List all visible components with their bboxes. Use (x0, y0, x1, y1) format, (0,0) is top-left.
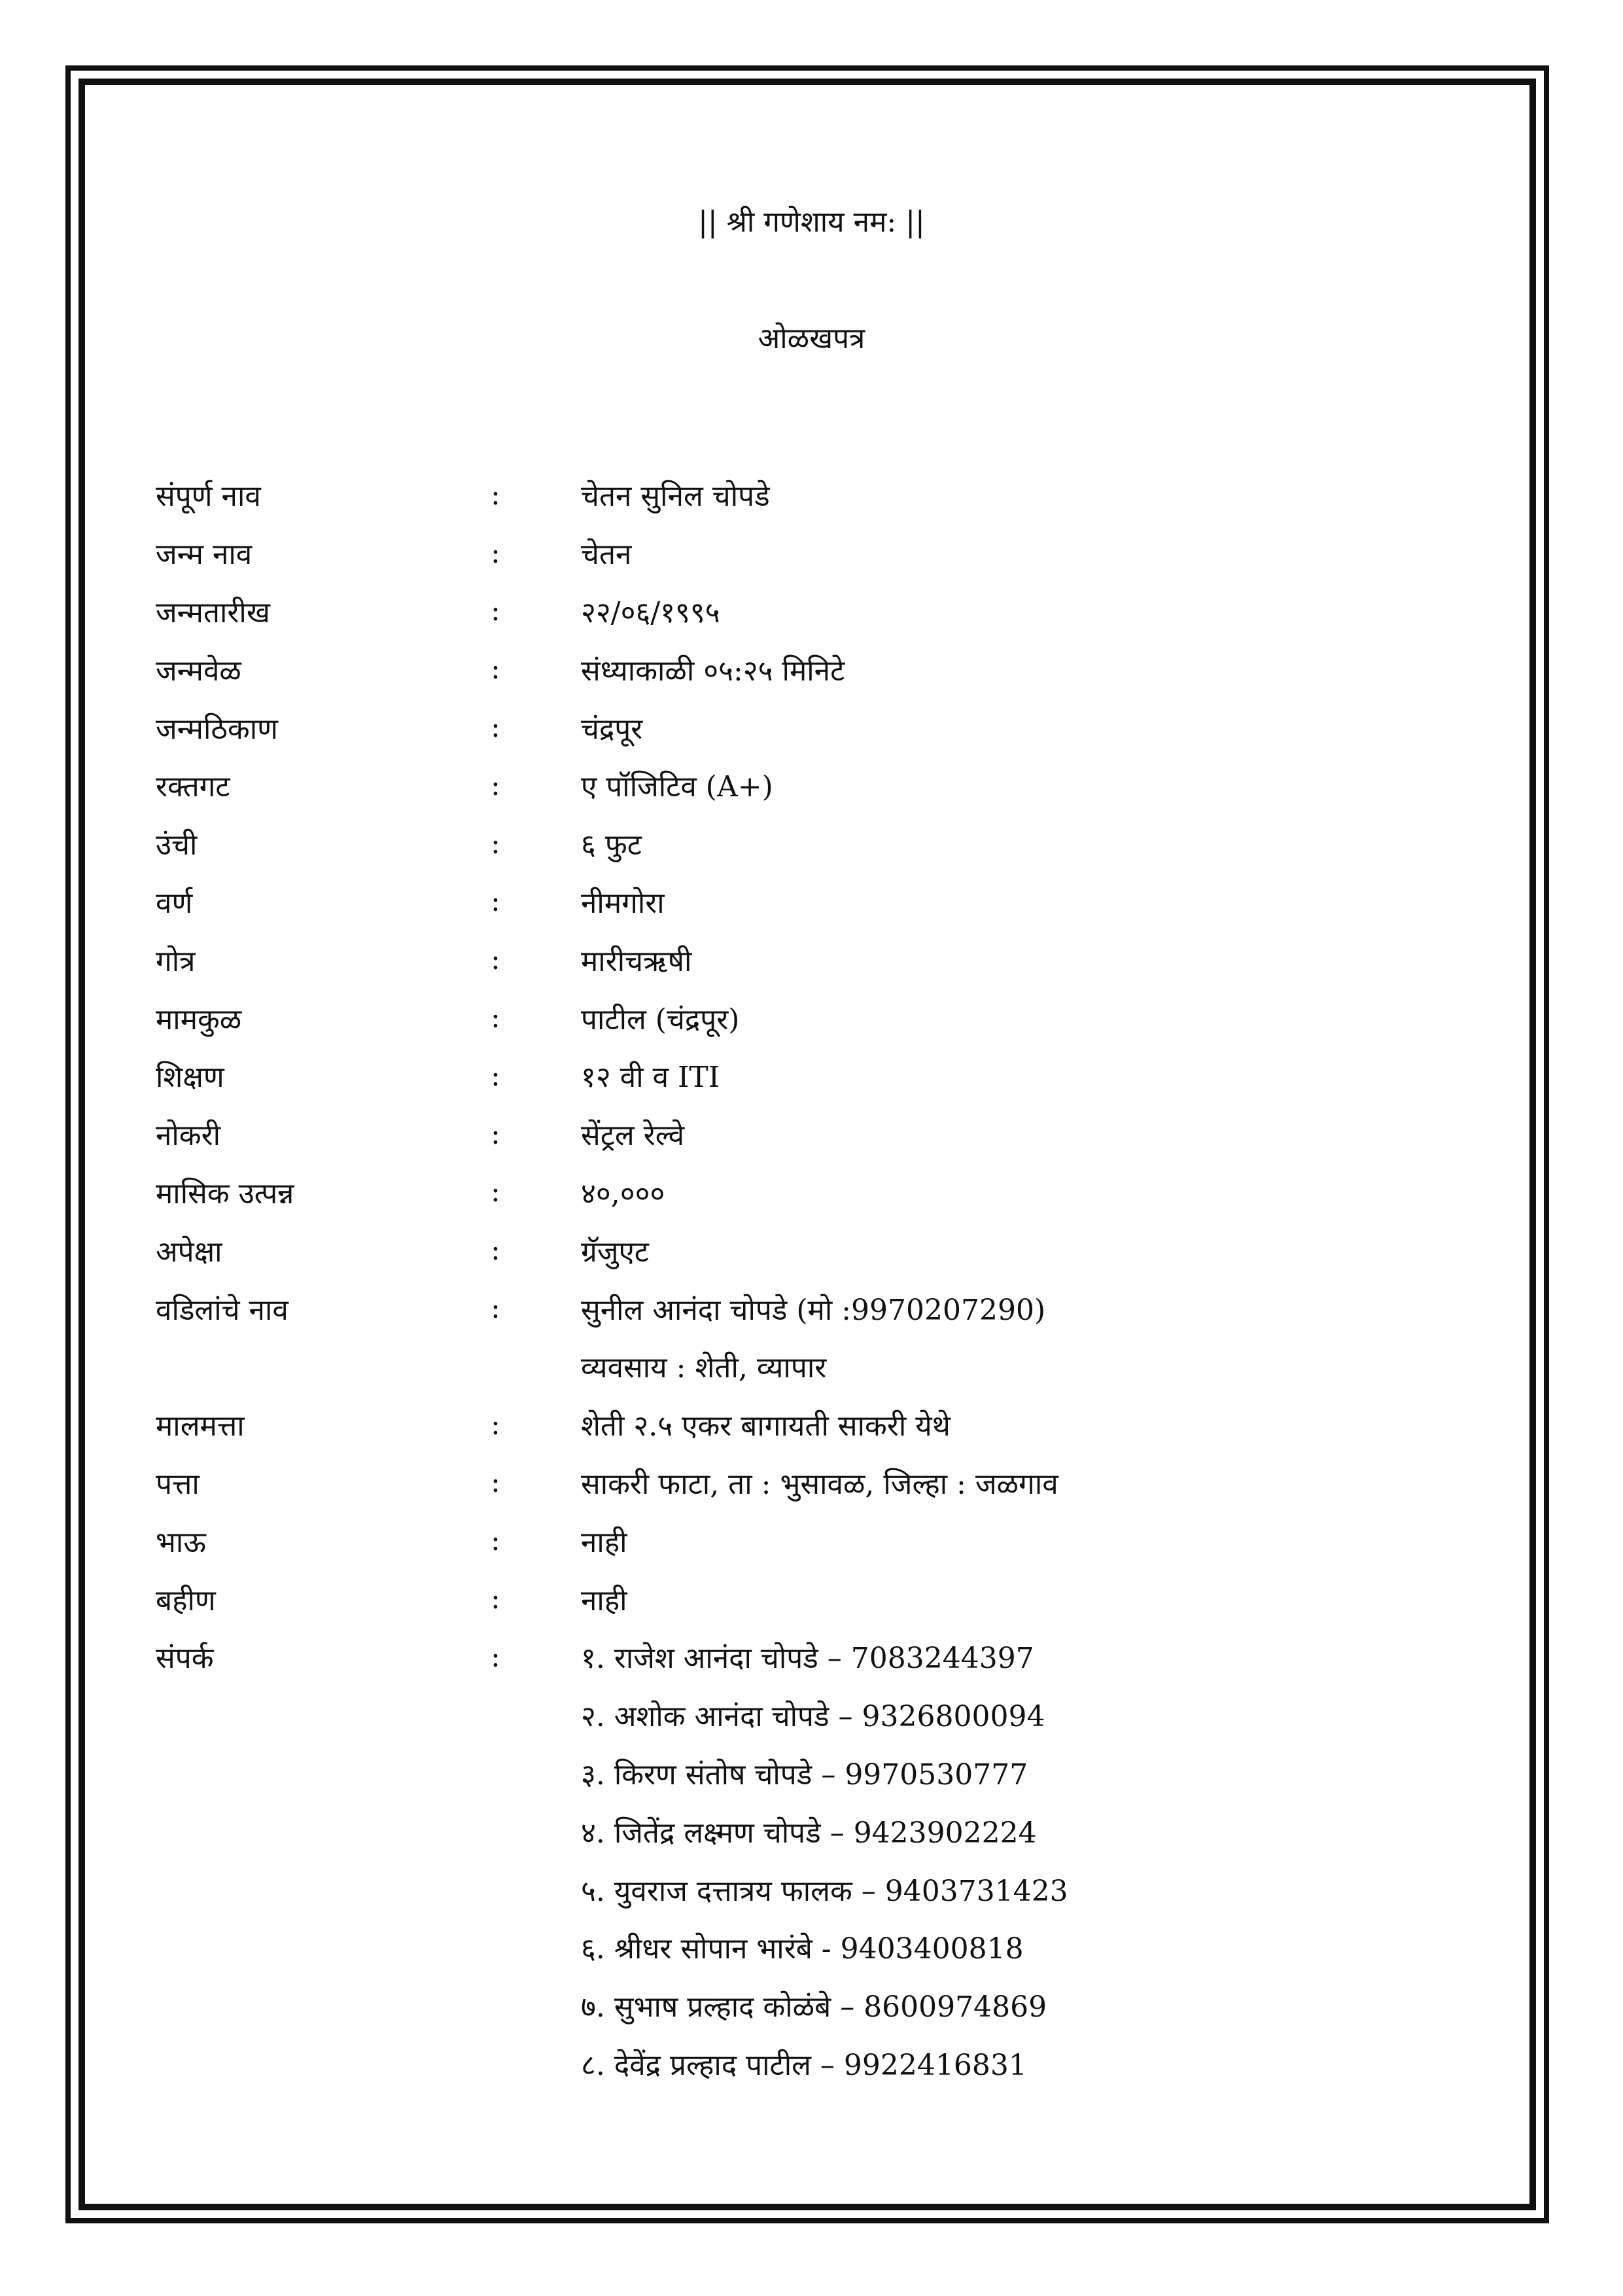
detail-label: जन्मवेळ (156, 654, 241, 688)
detail-value: सुनील आनंदा चोपडे (मो :9970207290) (581, 1293, 1046, 1327)
detail-row-height (156, 815, 1464, 873)
detail-colon: : (491, 1640, 500, 1674)
detail-label: नोकरी (156, 1119, 220, 1153)
detail-colon: : (491, 1059, 500, 1093)
detail-label: मासिक उत्पन्न (156, 1176, 294, 1210)
detail-value: ४. जितेंद्र लक्ष्मण चोपडे – 9423902224 (581, 1816, 1037, 1850)
detail-row-contact-4 (156, 1802, 1464, 1860)
detail-colon: : (491, 1175, 500, 1209)
detail-value: व्यवसाय : शेती, व्यापार (581, 1351, 827, 1385)
detail-value: २. अशोक आनंदा चोपडे – 9326800094 (581, 1700, 1045, 1734)
detail-row-address (156, 1454, 1464, 1512)
detail-colon: : (491, 943, 500, 977)
detail-label: बहीण (156, 1583, 216, 1617)
biodata-details (156, 466, 1464, 2093)
detail-colon: : (491, 768, 500, 802)
detail-value: ६. श्रीधर सोपान भारंबे - 9403400818 (581, 1932, 1024, 1966)
detail-colon: : (491, 1233, 500, 1267)
detail-colon: : (491, 594, 500, 628)
detail-row-contact-1 (156, 1628, 1464, 1686)
detail-colon: : (491, 885, 500, 919)
detail-row-complexion (156, 873, 1464, 931)
detail-value: ए पॉजिटिव (A+) (581, 770, 773, 804)
detail-label: वडिलांचे नाव (156, 1293, 288, 1327)
detail-row-birth-date (156, 582, 1464, 641)
detail-row-birth-name (156, 524, 1464, 582)
detail-row-birth-time (156, 640, 1464, 698)
detail-colon: : (491, 1524, 500, 1558)
detail-colon: : (491, 1001, 500, 1035)
detail-row-job (156, 1105, 1464, 1163)
detail-row-contact-2 (156, 1686, 1464, 1744)
detail-value: १. राजेश आनंदा चोपडे – 7083244397 (581, 1642, 1034, 1676)
detail-value: मारीचऋषी (581, 944, 692, 978)
detail-colon: : (491, 1407, 500, 1441)
detail-value: नाही (581, 1525, 627, 1559)
detail-value: ग्रॅजुएट (581, 1235, 649, 1269)
detail-value: ७. सुभाष प्रल्हाद कोळंबे – 8600974869 (581, 1990, 1047, 2024)
invocation-heading: || श्री गणेशाय नम: || (698, 205, 925, 239)
detail-value: चंद्रपूर (581, 712, 643, 746)
detail-row-sister (156, 1570, 1464, 1628)
detail-row-contact-3 (156, 1744, 1464, 1803)
detail-label: संपूर्ण नाव (156, 480, 261, 514)
detail-label: मामकुळ (156, 1002, 242, 1036)
detail-colon: : (491, 1117, 500, 1151)
detail-row-maternal-family (156, 989, 1464, 1047)
detail-label: संपर्क (156, 1642, 214, 1676)
detail-row-gotra (156, 930, 1464, 989)
detail-row-contact-6 (156, 1918, 1464, 1977)
detail-value: ३. किरण संतोष चोपडे – 9970530777 (581, 1757, 1028, 1792)
detail-value: नाही (581, 1583, 627, 1617)
detail-label: गोत्र (156, 944, 196, 978)
detail-label: जन्म नाव (156, 538, 253, 572)
detail-value: संध्याकाळी ०५:२५ मिनिटे (581, 654, 845, 688)
detail-value: ८. देवेंद्र प्रल्हाद पाटील – 9922416831 (581, 2048, 1027, 2082)
detail-colon: : (491, 1466, 500, 1500)
detail-value: शेती २.५ एकर बागायती साकरी येथे (581, 1409, 951, 1443)
detail-row-father-name (156, 1279, 1464, 1337)
document-title: ओळखपत्र (758, 322, 865, 355)
detail-label: रक्तगट (156, 770, 230, 804)
detail-row-education (156, 1047, 1464, 1105)
detail-row-contact-8 (156, 2035, 1464, 2093)
detail-colon: : (491, 652, 500, 686)
detail-value: ५. युवराज दत्तात्रय फालक – 9403731423 (581, 1874, 1068, 1908)
detail-label: भाऊ (156, 1525, 206, 1559)
detail-colon: : (491, 1292, 500, 1326)
detail-colon: : (491, 711, 500, 745)
detail-value: चेतन (581, 538, 632, 572)
detail-row-monthly-income (156, 1163, 1464, 1222)
detail-row-contact-5 (156, 1860, 1464, 1918)
detail-label: वर्ण (156, 886, 193, 920)
detail-label: पत्ता (156, 1467, 200, 1501)
detail-row-expectation (156, 1221, 1464, 1279)
detail-value: चेतन सुनिल चोपडे (581, 480, 770, 514)
detail-label: जन्मठिकाण (156, 712, 278, 746)
detail-value: १२ वी व ITI (581, 1061, 720, 1095)
detail-value: २२/०६/१९९५ (581, 595, 720, 629)
detail-value: सेंट्रल रेल्वे (581, 1119, 685, 1153)
detail-row-birth-place (156, 698, 1464, 756)
detail-colon: : (491, 536, 500, 570)
detail-row-brother (156, 1511, 1464, 1570)
detail-value: नीमगोरा (581, 886, 665, 920)
detail-label: उंची (156, 828, 198, 862)
detail-colon: : (491, 826, 500, 860)
detail-colon: : (491, 1582, 500, 1616)
detail-value: पाटील (चंद्रपूर) (581, 1002, 740, 1036)
detail-row-father-occupation (156, 1337, 1464, 1396)
detail-value: ४०,००० (581, 1176, 665, 1210)
detail-row-property (156, 1396, 1464, 1454)
detail-colon: : (491, 478, 500, 512)
detail-row-full-name (156, 466, 1464, 524)
detail-label: अपेक्षा (156, 1235, 222, 1269)
detail-label: शिक्षण (156, 1061, 224, 1095)
detail-row-blood-group (156, 756, 1464, 815)
detail-row-contact-7 (156, 1977, 1464, 2035)
detail-value: साकरी फाटा, ता : भुसावळ, जिल्हा : जळगाव (581, 1467, 1058, 1501)
detail-label: जन्मतारीख (156, 595, 270, 629)
detail-value: ६ फुट (581, 828, 642, 862)
detail-label: मालमत्ता (156, 1409, 245, 1443)
